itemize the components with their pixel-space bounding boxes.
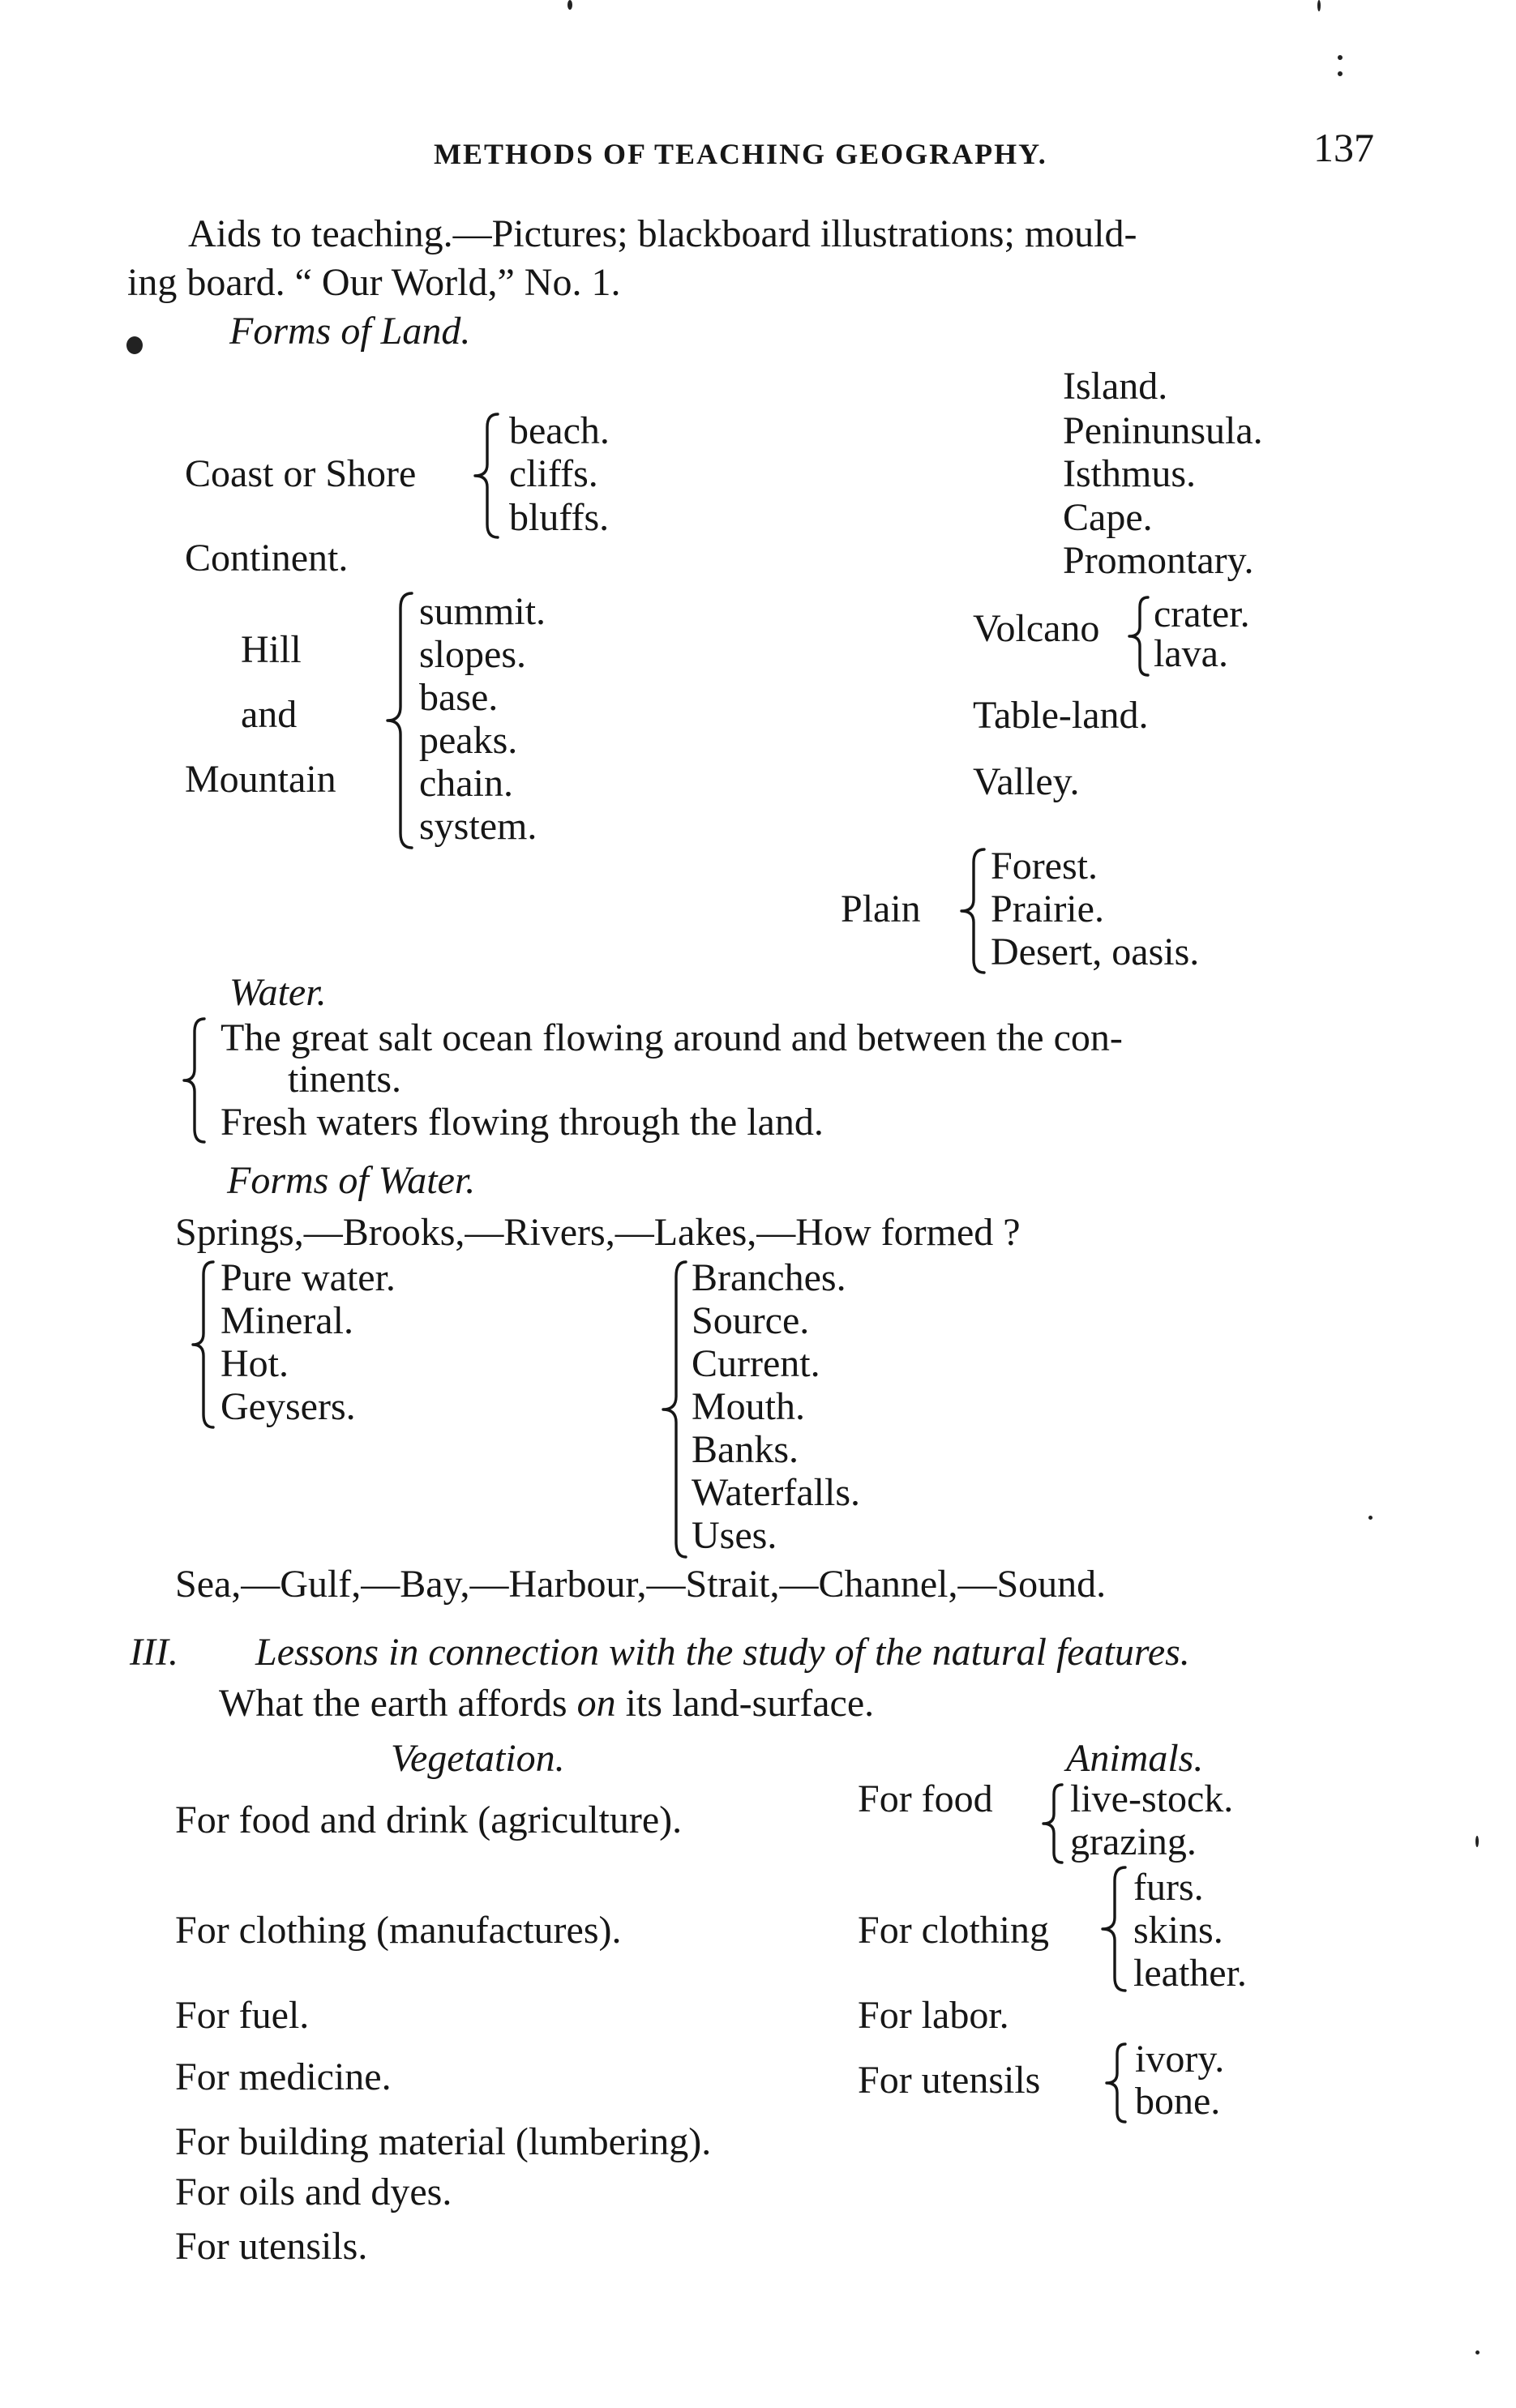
- water-heading: Water.: [229, 971, 327, 1014]
- vegetation-item: For utensils.: [175, 2225, 368, 2268]
- ink-speck: [1475, 2350, 1480, 2355]
- clothing-item: furs.: [1133, 1866, 1204, 1909]
- land-right-item: Isthmus.: [1063, 452, 1197, 495]
- clothing-item: leather.: [1133, 1952, 1247, 1995]
- river-part: Uses.: [692, 1514, 777, 1557]
- river-part: Banks.: [692, 1428, 799, 1471]
- land-right-item: Cape.: [1063, 496, 1153, 539]
- aids-line-1: Aids to teaching.—Pictures; blackboard illustrations; mould-: [188, 212, 1137, 255]
- coast-item: cliffs.: [509, 452, 598, 495]
- animals-utensils-label: For utensils: [858, 2059, 1041, 2102]
- vegetation-item: For medicine.: [175, 2055, 392, 2098]
- vegetation-heading: Vegetation.: [391, 1737, 565, 1780]
- hill-item: base.: [419, 676, 499, 719]
- ink-speck: [1338, 55, 1343, 60]
- utensils-brace: [1103, 2041, 1130, 2125]
- vegetation-item: For oils and dyes.: [175, 2171, 452, 2213]
- utensils-item: bone.: [1135, 2080, 1221, 2123]
- spring-kind: Pure water.: [221, 1256, 396, 1299]
- animals-heading: Animals.: [1066, 1737, 1204, 1780]
- plain-item: Prairie.: [991, 887, 1104, 930]
- hill-label-1: Hill: [241, 628, 302, 671]
- clothing-item: skins.: [1133, 1909, 1223, 1952]
- lessons-subheading: What the earth affords on its land-surface.: [219, 1682, 875, 1725]
- river-part: Branches.: [692, 1256, 846, 1299]
- river-brace: [658, 1259, 691, 1560]
- plain-label: Plain: [841, 887, 921, 930]
- vegetation-item: For fuel.: [175, 1994, 310, 2037]
- forms-of-land-heading: Forms of Land.: [229, 310, 471, 353]
- lessons-heading: Lessons in connection with the study of the natural features.: [255, 1631, 1190, 1674]
- food-brace: [1039, 1781, 1067, 1866]
- volcano-item: lava.: [1154, 632, 1228, 675]
- river-part: Mouth.: [692, 1385, 806, 1428]
- springs-line: Springs,—Brooks,—Rivers,—Lakes,—How formed ?: [175, 1211, 1021, 1254]
- hill-item: chain.: [419, 762, 513, 805]
- aids-line-2: ing board. “ Our World,” No. 1.: [127, 261, 621, 304]
- water-brace: [180, 1016, 209, 1145]
- water-line-2: Fresh waters flowing through the land.: [221, 1101, 824, 1144]
- ink-speck: [567, 0, 572, 10]
- volcano-item: crater.: [1154, 592, 1250, 635]
- land-right-item: Promontary.: [1063, 539, 1254, 582]
- ink-blot: [126, 336, 143, 354]
- coast-label: Coast or Shore: [185, 452, 417, 495]
- hill-item: system.: [419, 805, 537, 848]
- water-line-1: The great salt ocean flowing around and between the con-: [221, 1016, 1123, 1059]
- coast-brace: [470, 411, 503, 541]
- volcano-brace: [1125, 594, 1153, 678]
- river-part: Source.: [692, 1299, 810, 1342]
- sea-line: Sea,—Gulf,—Bay,—Harbour,—Strait,—Channel,—Sound.: [175, 1563, 1107, 1606]
- ink-speck: [1317, 0, 1321, 11]
- hill-label-3: Mountain: [185, 758, 336, 801]
- hill-brace: [381, 590, 417, 851]
- plain-brace: [957, 846, 989, 976]
- spring-kind: Geysers.: [221, 1385, 356, 1428]
- river-part: Current.: [692, 1342, 820, 1385]
- hill-item: peaks.: [419, 719, 518, 762]
- ink-speck: [1368, 1516, 1373, 1520]
- river-part: Waterfalls.: [692, 1471, 861, 1514]
- utensils-item: ivory.: [1135, 2038, 1225, 2081]
- vegetation-item: For clothing (manufactures).: [175, 1909, 622, 1952]
- hill-label-2: and: [241, 693, 298, 736]
- food-item: live-stock.: [1070, 1777, 1234, 1820]
- plain-item: Forest.: [991, 845, 1098, 887]
- water-line-1-cont: tinents.: [288, 1058, 401, 1101]
- springs-brace: [189, 1259, 218, 1431]
- vegetation-item: For food and drink (agriculture).: [175, 1799, 683, 1841]
- animals-clothing-label: For clothing: [858, 1909, 1049, 1952]
- hill-item: summit.: [419, 590, 546, 633]
- coast-item: beach.: [509, 409, 610, 452]
- continent: Continent.: [185, 537, 349, 580]
- ink-speck: [1475, 1836, 1479, 1847]
- land-right-item: Peninunsula.: [1063, 409, 1263, 452]
- valley: Valley.: [973, 760, 1080, 803]
- animals-food-label: For food: [858, 1777, 993, 1820]
- coast-item: bluffs.: [509, 496, 610, 539]
- tableland: Table-land.: [973, 694, 1149, 737]
- hill-item: slopes.: [419, 633, 526, 676]
- forms-of-water-heading: Forms of Water.: [227, 1159, 476, 1202]
- spring-kind: Mineral.: [221, 1299, 353, 1342]
- running-head-title: METHODS OF TEACHING GEOGRAPHY.: [434, 138, 1047, 170]
- vegetation-item: For building material (lumbering).: [175, 2120, 712, 2163]
- land-right-item: Island.: [1063, 365, 1168, 408]
- food-item: grazing.: [1070, 1820, 1197, 1863]
- plain-item: Desert, oasis.: [991, 930, 1200, 973]
- section-numeral: III.: [130, 1631, 178, 1674]
- page-number: 137: [1313, 125, 1374, 170]
- ink-speck: [1338, 71, 1343, 76]
- volcano-label: Volcano: [973, 607, 1100, 650]
- spring-kind: Hot.: [221, 1342, 289, 1385]
- clothing-brace: [1098, 1864, 1130, 1994]
- animals-labor: For labor.: [858, 1994, 1009, 2037]
